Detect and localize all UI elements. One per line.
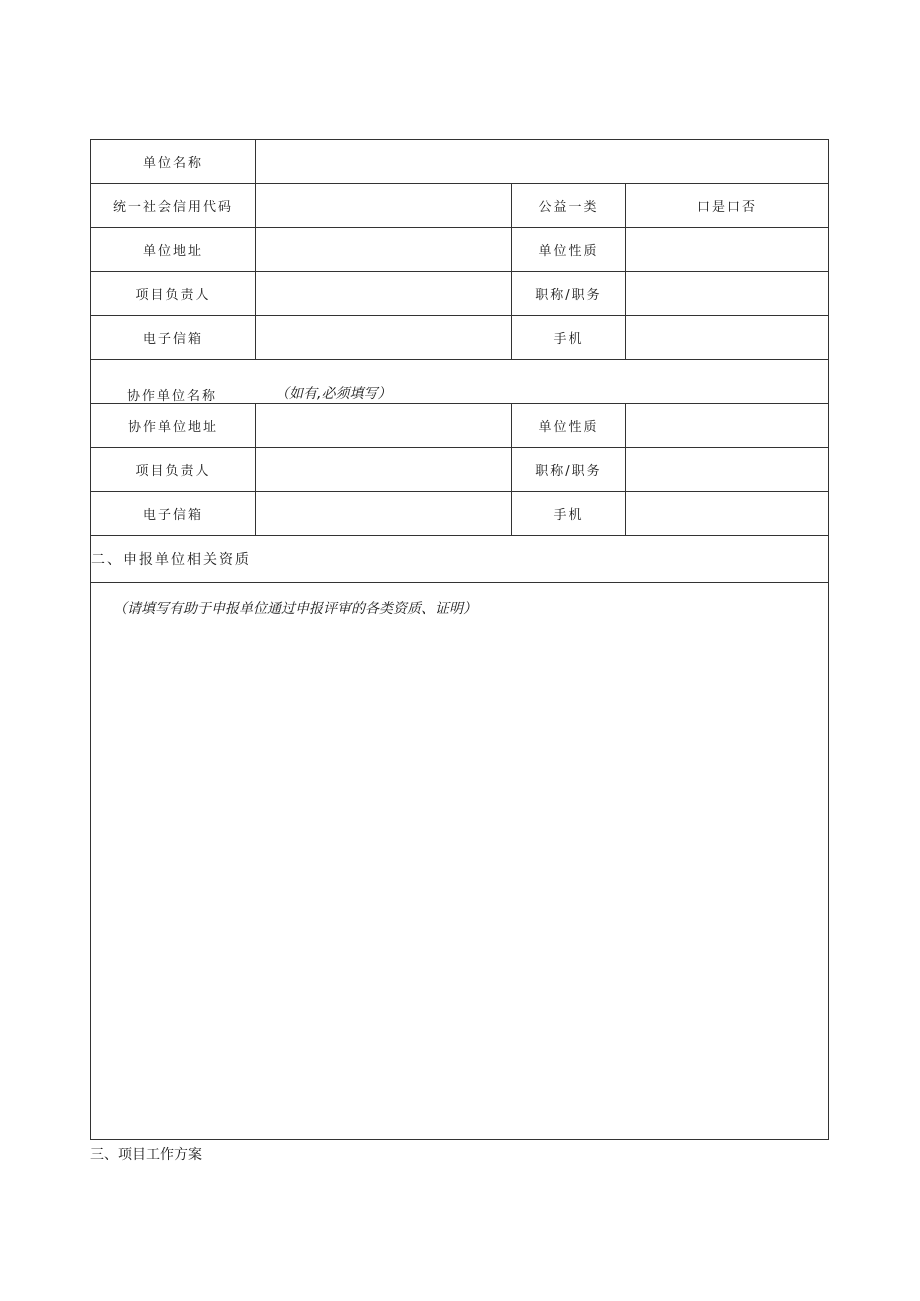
unit-title-field[interactable] (625, 272, 828, 315)
partner-name-label: 协作单位名称 (127, 389, 218, 404)
section3-title: 三、项目工作方案 (90, 1147, 202, 1163)
partner-name-hint: （如有,必须填写） (275, 386, 392, 402)
unit-nature-field[interactable] (625, 228, 828, 271)
public-class-label: 公益一类 (511, 184, 625, 227)
partner-leader-label: 项目负责人 (135, 464, 211, 479)
unit-email-label: 电子信箱 (142, 332, 203, 347)
unit-name-label: 单位名称 (142, 156, 203, 171)
row-partner-address (91, 404, 828, 448)
unit-phone-field[interactable] (625, 316, 828, 359)
unit-address-field[interactable] (255, 228, 511, 271)
partner-leader-field[interactable] (255, 448, 511, 491)
partner-address-label: 协作单位地址 (127, 420, 218, 435)
partner-name-field[interactable] (255, 360, 828, 403)
credit-code-label: 统一社会信用代码 (112, 200, 233, 215)
credit-code-field[interactable] (255, 184, 511, 227)
partner-phone-label: 手机 (511, 492, 625, 535)
row-partner-leader (91, 448, 828, 492)
unit-leader-label: 项目负责人 (135, 288, 211, 303)
public-class-options[interactable]: 口是口否 (625, 184, 828, 227)
row-credit-code (91, 184, 828, 228)
partner-email-field[interactable] (255, 492, 511, 535)
partner-title-label: 职称/职务 (511, 448, 625, 491)
application-form-table (90, 139, 829, 1140)
row-unit-email (91, 316, 828, 360)
partner-email-label: 电子信箱 (142, 508, 203, 523)
partner-phone-field[interactable] (625, 492, 828, 535)
unit-email-field[interactable] (255, 316, 511, 359)
row-partner-email (91, 492, 828, 536)
unit-leader-field[interactable] (255, 272, 511, 315)
partner-name-label-cell (91, 360, 255, 403)
unit-name-field[interactable] (255, 140, 828, 183)
row-partner-name (91, 360, 828, 404)
section2-title: 二、申报单位相关资质 (91, 552, 251, 568)
unit-nature-label: 单位性质 (511, 228, 625, 271)
row-unit-address (91, 228, 828, 272)
row-unit-leader (91, 272, 828, 316)
unit-phone-label: 手机 (511, 316, 625, 359)
unit-address-label: 单位地址 (142, 244, 203, 259)
partner-title-field[interactable] (625, 448, 828, 491)
qualifications-hint: （请填写有助于申报单位通过申报评审的各类资质、证明） (113, 601, 477, 617)
row-section2-heading (91, 536, 828, 583)
partner-address-field[interactable] (255, 404, 511, 447)
row-unit-name (91, 140, 828, 184)
partner-nature-field[interactable] (625, 404, 828, 447)
qualifications-textarea[interactable] (91, 583, 828, 1139)
partner-nature-label: 单位性质 (511, 404, 625, 447)
unit-title-label: 职称/职务 (511, 272, 625, 315)
